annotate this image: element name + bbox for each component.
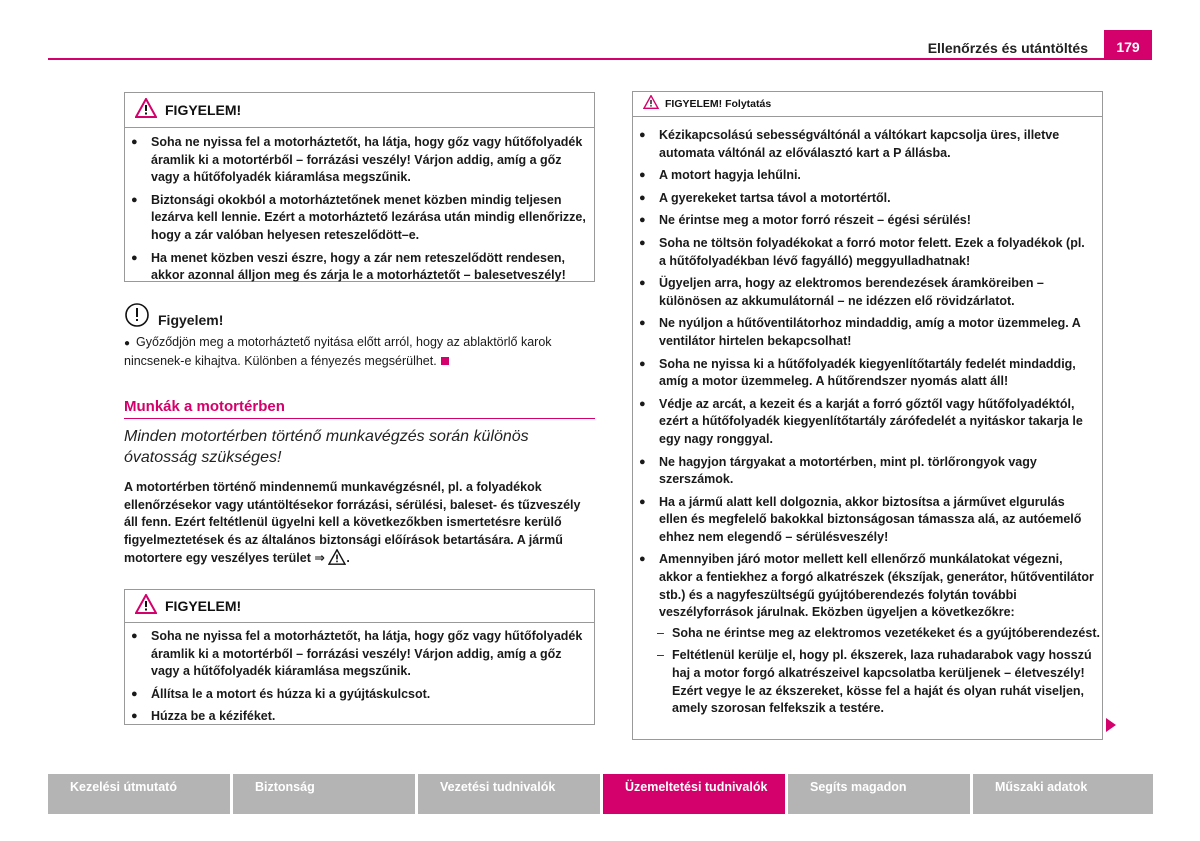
list-item: ● Ne nyúljon a hűtőventilátorhoz mindaddig, amíg a motor üzemmeleg. A ventilátor hirtelen bekapcsolhat! <box>637 315 1094 350</box>
list-item: ● Húzza be a kéziféket. <box>129 708 586 726</box>
list-item: ● Kézikapcsolású sebességváltónál a váltókart kapcsolja üres, illetve automata váltónál az előválasztó kart a P állásba. <box>637 127 1094 162</box>
list-item: ● Állítsa le a motort és húzza ki a gyújtáskulcsot. <box>129 686 586 704</box>
list-item: ● Ne hagyjon tárgyakat a motortérben, mint pl. törlőrongyok vagy szerszámok. <box>637 454 1094 489</box>
sub-list-item: – Feltétlenül kerülje el, hogy pl. ékszerek, laza ruhadarabok vagy hosszú haj a motor forgó alkatrészeivel kapcsolatba kerüljenek – életveszély! Ezért vegye le az ékszereket, kösse fel a haját és olyan ruhát viseljen, amely szorosan felfekszik a testére. <box>657 647 1102 717</box>
warning-triangle-icon <box>643 95 659 114</box>
caution-text: Győződjön meg a motorháztető nyitása előtt arról, hogy az ablaktörlő karok nincsenek-e kihajtva. Különben a fényezés megsérülhet. <box>124 335 552 368</box>
list-item: ● Ha a jármű alatt kell dolgoznia, akkor biztosítsa a járművet elgurulás ellen és megfelelő bakokkal biztonságosan támassza alá, az autóemelő ehhez nem elegendő – sérülésveszély! <box>637 494 1094 547</box>
page-header-title: Ellenőrzés és utántöltés <box>927 40 1088 56</box>
page-number: 179 <box>1104 30 1152 60</box>
tab-muszaki-adatok[interactable]: Műszaki adatok <box>973 774 1153 814</box>
warning-triangle-icon <box>135 98 157 123</box>
list-item: ● A motort hagyja lehűlni. <box>637 167 1094 185</box>
caution-title: Figyelem! <box>158 311 224 328</box>
warning-continued-title: FIGYELEM! Folytatás <box>665 98 772 110</box>
warning-triangle-icon[interactable] <box>328 549 346 571</box>
section-heading: Munkák a motortérben <box>124 398 595 419</box>
warning-triangle-icon <box>135 594 157 619</box>
warning-title: FIGYELEM! <box>165 598 242 614</box>
list-item: ● Soha ne nyissa fel a motorháztetőt, ha látja, hogy gőz vagy hűtőfolyadék áramlik ki a motortérből – forrázási veszély! Várjon addig, amíg a gőz vagy a hűtőfolyadék kiáramlása megszűnik. <box>129 134 586 187</box>
list-item: ● A gyerekeket tartsa távol a motortértől. <box>637 190 1094 208</box>
list-item: ● Védje az arcát, a kezeit és a karját a forró gőztől vagy hűtőfolyadéktól, ezért a hűtőfolyadék kiegyenlítőtartály zárófedelét a nyitáskor takarja le egy nagy ronggyal. <box>637 396 1094 449</box>
section-body-text: A motortérben történő mindennemű munkavégzésnél, pl. a folyadékok ellenőrzésekor vagy utántöltésekor forrázási, sérülési, baleset- és tűzveszély áll fenn. Ezért feltétlenül ügyelni kell a következőkben ismertetésre kerülő figyelmeztetések és az általános biztonsági előírások betartására. A jármű motortere egy veszélyes terület ⇒ <box>124 480 581 566</box>
list-item: ● Ügyeljen arra, hogy az elektromos berendezések áramköreiben – különösen az akkumulátornál – ne idézzen elő rövidzárlatot. <box>637 275 1094 310</box>
warning-box-continued <box>632 91 1103 740</box>
end-mark-icon <box>441 357 449 365</box>
warning-box-hood <box>124 92 595 282</box>
list-item: ● Biztonsági okokból a motorháztetőnek menet közben mindig teljesen lezárva kell lennie. Ezért a motorháztető lezárása után mindig ellenőrizze, hogy a zár valóban helyesen reteszelődött–e. <box>129 192 586 245</box>
continue-arrow-icon[interactable] <box>1106 718 1116 732</box>
tab-vezetesi-tudnivalok[interactable]: Vezetési tudnivalók <box>418 774 600 814</box>
caution-notice <box>124 303 594 370</box>
section-body: A motortérben történő mindennemű munkavégzésnél, pl. a folyadékok ellenőrzésekor vagy utántöltésekor forrázási, sérülési, baleset- és tűzveszély áll fenn. Ezért feltétlenül ügyelni kell a következőkben ismertetésre kerülő figyelmeztetések és az általános biztonsági előírások betartására. A jármű motortere egy veszélyes terület ⇒ . <box>124 479 594 571</box>
list-item: ● Ha menet közben veszi észre, hogy a zár nem reteszelődött rendesen, akkor azonnal álljon meg és zárja le a motorháztetőt – balesetveszély! <box>129 250 586 285</box>
warning-title: FIGYELEM! <box>165 102 242 118</box>
tab-kezelesi-utmutato[interactable]: Kezelési útmutató <box>48 774 230 814</box>
list-item: ● Soha ne nyissa ki a hűtőfolyadék kiegyenlítőtartály fedelét mindaddig, amíg a motor üzemmeleg. A hűtőrendszer nyomás alatt áll! <box>637 356 1094 391</box>
list-item: ● Soha ne nyissa fel a motorháztetőt, ha látja, hogy gőz vagy hűtőfolyadék áramlik ki a motortérből – forrázási veszély! Várjon addig, amíg a gőz vagy a hűtőfolyadék kiáramlása megszűnik. <box>129 628 586 681</box>
exclamation-circle-icon <box>124 303 152 330</box>
list-item: ● Ne érintse meg a motor forró részeit – égési sérülés! <box>637 212 1094 230</box>
bullet-dot: ● <box>124 338 131 349</box>
tab-uzemeltetesi-tudnivalok[interactable]: Üzemeltetési tudnivalók <box>603 774 785 814</box>
list-item: ● Amennyiben járó motor mellett kell ellenőrző munkálatokat végezni, akkor a fentiekhez a forgó alkatrészek (ékszíjak, generátor, hűtőventilátor stb.) és a nagyfeszültségű gyújtóberendezés folytán további veszélyforrások járulnak. Eközben ügyeljen a következőkre: <box>637 551 1094 621</box>
footer-nav <box>48 774 1153 814</box>
section-intro: Minden motortérben történő munkavégzés során különös óvatosság szükséges! <box>124 428 529 466</box>
list-item: ● Soha ne töltsön folyadékokat a forró motor felett. Ezek a folyadékok (pl. a hűtőfolyadékban lévő fagyálló) meggyulladhatnak! <box>637 235 1094 270</box>
tab-segits-magadon[interactable]: Segíts magadon <box>788 774 970 814</box>
sub-list-item: – Soha ne érintse meg az elektromos vezetékeket és a gyújtóberendezést. <box>657 625 1102 643</box>
tab-biztonsag[interactable]: Biztonság <box>233 774 415 814</box>
warning-box-engine-work <box>124 589 595 725</box>
header-rule <box>48 58 1104 60</box>
